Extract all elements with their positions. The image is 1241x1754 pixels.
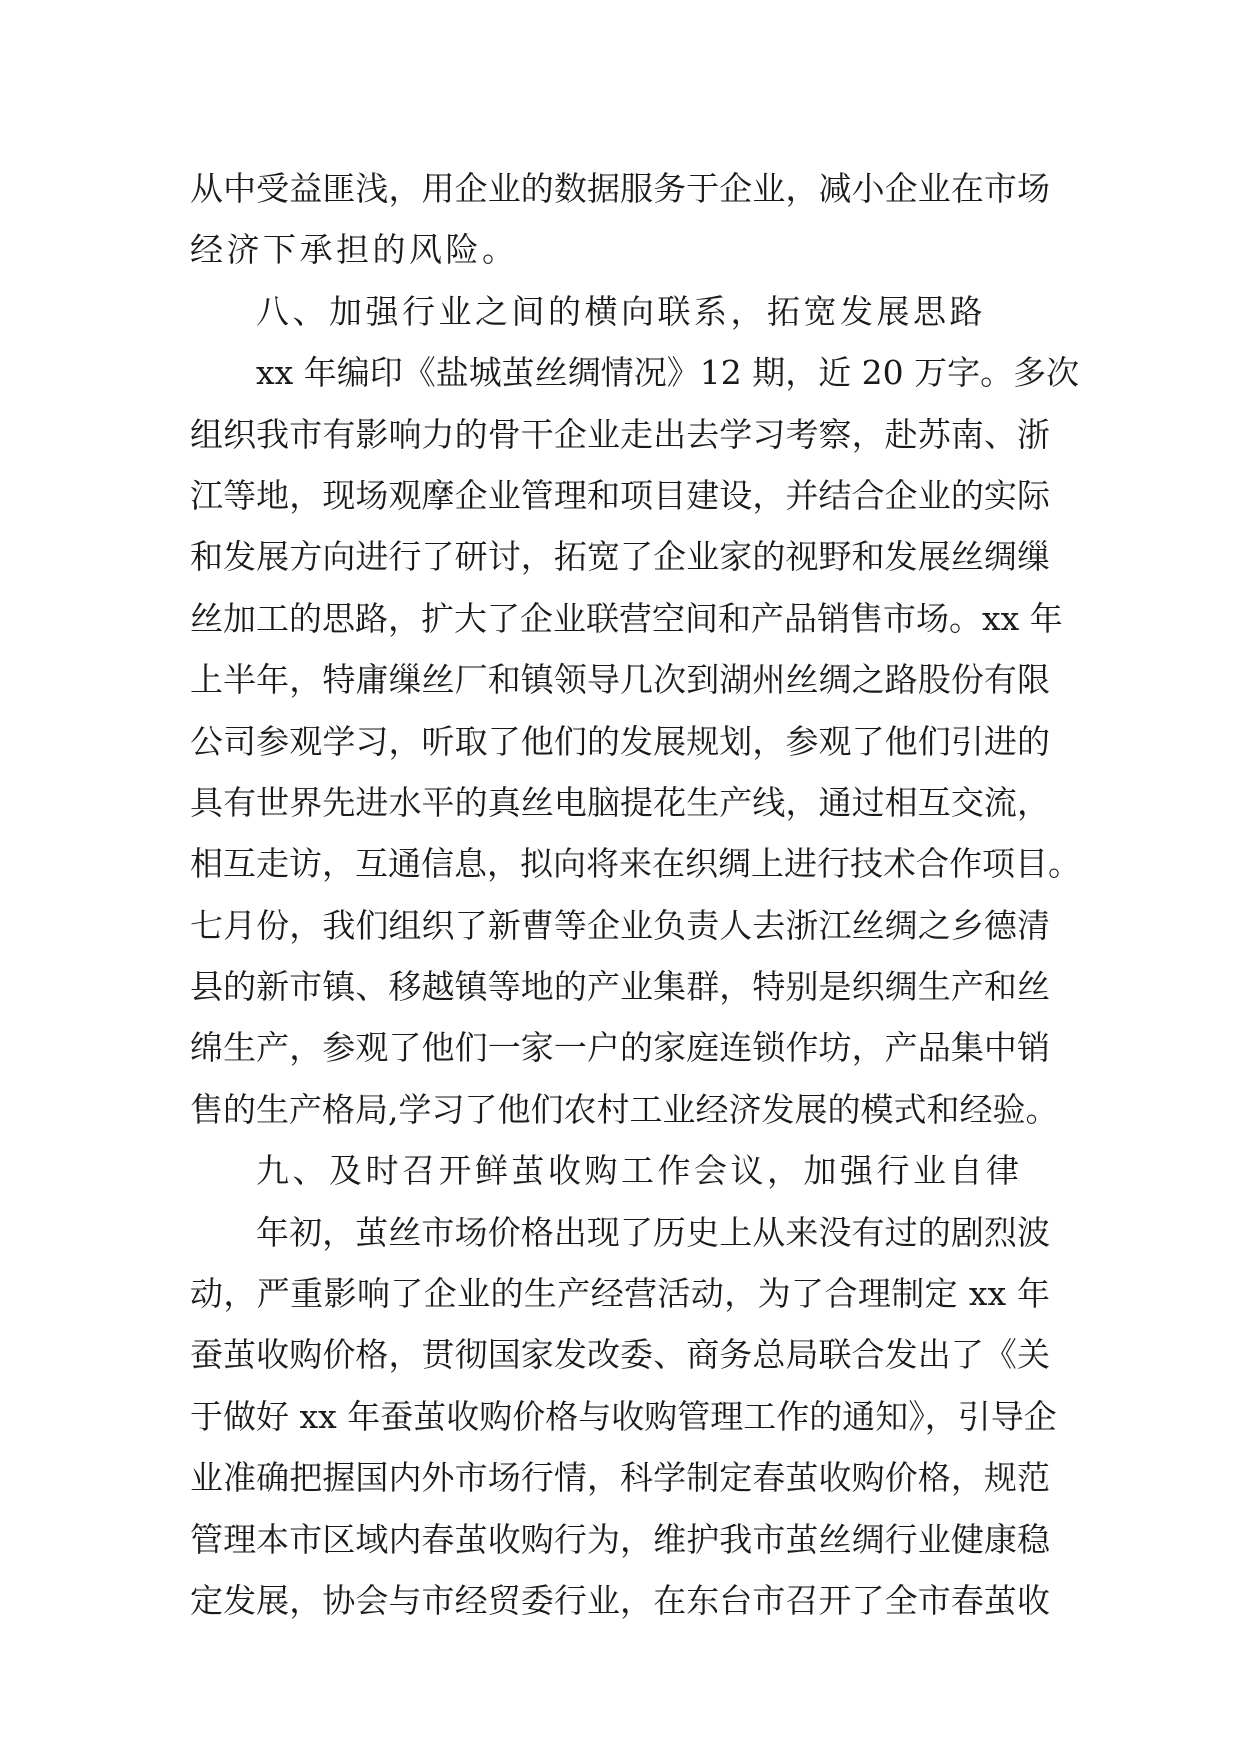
paragraph-line: 丝加工的思路，扩大了企业联营空间和产品销售市场。xx 年 bbox=[190, 598, 1063, 638]
paragraph-line: 从中受益匪浅，用企业的数据服务于企业，减小企业在市场 bbox=[190, 169, 1050, 208]
paragraph-line: 经济下承担的风险。 bbox=[190, 230, 519, 270]
paragraph-line: 和发展方向进行了研讨，拓宽了企业家的视野和发展丝绸缫 bbox=[190, 537, 1050, 577]
paragraph-line: 七月份，我们组织了新曹等企业负责人去浙江丝绸之乡德清 bbox=[190, 905, 1050, 945]
paragraph-line: 售的生产格局,学习了他们农村工业经济发展的模式和经验。 bbox=[190, 1089, 1059, 1129]
document-body bbox=[190, 158, 1081, 1631]
paragraph-line: xx 年编印《盐城茧丝绸情况》12 期，近 20 万字。多次 bbox=[256, 353, 1080, 393]
paragraph-line: 动，严重影响了企业的生产经营活动，为了合理制定 xx 年 bbox=[190, 1274, 1050, 1314]
paragraph-line: 具有世界先进水平的真丝电脑提花生产线，通过相互交流， bbox=[190, 782, 1050, 822]
paragraph-line: 蚕茧收购价格，贯彻国家发改委、商务总局联合发出了《关 bbox=[190, 1335, 1050, 1375]
paragraph-line: 相互走访，互通信息，拟向将来在织绸上进行技术合作项目。 bbox=[190, 844, 1081, 884]
paragraph-line: 上半年，特庸缫丝厂和镇领导几次到湖州丝绸之路股份有限 bbox=[190, 660, 1050, 700]
section-heading: 八、加强行业之间的横向联系，拓宽发展思路 bbox=[256, 291, 986, 331]
paragraph-line: 业准确把握国内外市场行情，科学制定春茧收购价格，规范 bbox=[190, 1458, 1050, 1498]
paragraph-line: 定发展，协会与市经贸委行业，在东台市召开了全市春茧收 bbox=[190, 1580, 1050, 1620]
paragraph-line: 江等地，现场观摩企业管理和项目建设，并结合企业的实际 bbox=[190, 475, 1050, 515]
section-heading: 九、及时召开鲜茧收购工作会议，加强行业自律 bbox=[256, 1151, 1023, 1191]
paragraph-line: 管理本市区域内春茧收购行为，维护我市茧丝绸行业健康稳 bbox=[190, 1519, 1050, 1559]
paragraph-line: 于做好 xx 年蚕茧收购价格与收购管理工作的通知》，引导企 bbox=[190, 1396, 1057, 1436]
paragraph-line: 公司参观学习，听取了他们的发展规划，参观了他们引进的 bbox=[190, 721, 1050, 761]
paragraph-line: 组织我市有影响力的骨干企业走出去学习考察，赴苏南、浙 bbox=[190, 414, 1050, 454]
paragraph-line: 年初，茧丝市场价格出现了历史上从来没有过的剧烈波 bbox=[256, 1212, 1050, 1252]
paragraph-line: 县的新市镇、移越镇等地的产业集群，特别是织绸生产和丝 bbox=[190, 967, 1050, 1007]
paragraph-line: 绵生产，参观了他们一家一户的家庭连锁作坊，产品集中销 bbox=[190, 1028, 1050, 1068]
